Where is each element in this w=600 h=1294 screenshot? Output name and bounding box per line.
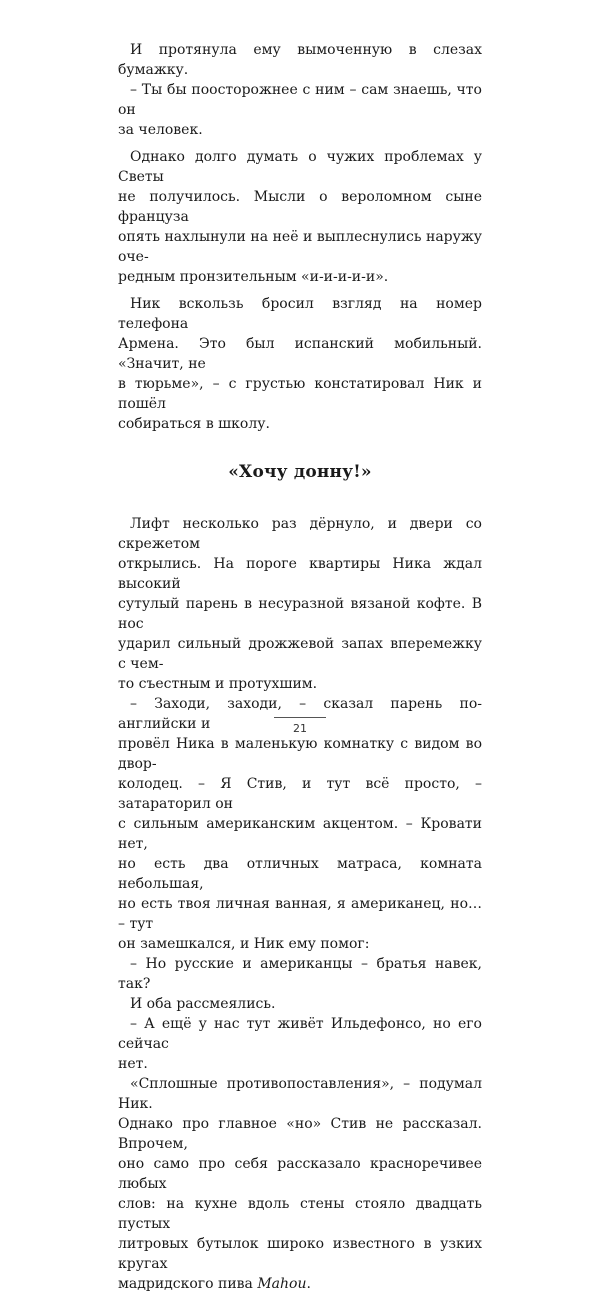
chapter-title: «Хочу донну!» <box>228 462 372 482</box>
footer-rule <box>274 717 326 718</box>
paragraph: – А ещё у нас тут живёт Ильдефонсо, но его сейчас нет. <box>118 1016 482 1072</box>
paragraph-text: «Сплошные противопоставления», – подумал Ник. Однако про главное «но» Стив не рассказал. Впрочем, оно само про себя рассказало красноречивее любых слов: на кухне вдоль стены стояло двадцать пустых литровых бутылок широко известного в узких кругах мадридского пива <box>118 1076 482 1292</box>
paragraph: И протянула ему вымоченную в слезах бумажку. <box>118 42 482 78</box>
paragraph: Однако долго думать о чужих проблемах у Светы не получилось. Мысли о вероломном сыне француза опять нахлынули на неё и выплеснулись наружу оче- редным пронзительным «и-и-и-и-и». <box>118 149 482 285</box>
paragraph-last <box>118 1074 482 1294</box>
paragraph: И оба рассмеялись. <box>130 996 276 1012</box>
paragraph: Лифт несколько раз дёрнуло, и двери со скрежетом открылись. На пороге квартиры Ника ждал высокий сутулый парень в несуразной вязаной кофте. В нос ударил сильный дрожжевой запах вперемежку с чем- то съестным и протухшим. <box>118 516 482 692</box>
paragraph: – Заходи, заходи, – сказал парень по-английски и провёл Ника в маленькую комнатку с видом во двор- колодец. – Я Стив, и тут всё просто, – затараторил он с сильным американским акцентом. – Кровати нет, но есть два отличных матраса, комната небольшая, но есть твоя личная ванная, я американец, но… – тут он замешкался, и Ник ему помог: <box>118 696 482 952</box>
page-number: 21 <box>293 722 307 735</box>
brand-name: Mahou <box>257 1276 307 1292</box>
paragraph-end: . <box>306 1276 311 1292</box>
paragraph: – Но русские и американцы – братья навек, так? <box>118 956 482 992</box>
paragraph: – Ты бы поосторожнее с ним – сам знаешь, что он за человек. <box>118 82 482 138</box>
page-body <box>118 40 482 1294</box>
paragraph: Ник вскользь бросил взгляд на номер телефона Армена. Это был испанский мобильный. «Значит, не в тюрьме», – с грустью констатировал Ник и пошёл собираться в школу. <box>118 296 482 432</box>
